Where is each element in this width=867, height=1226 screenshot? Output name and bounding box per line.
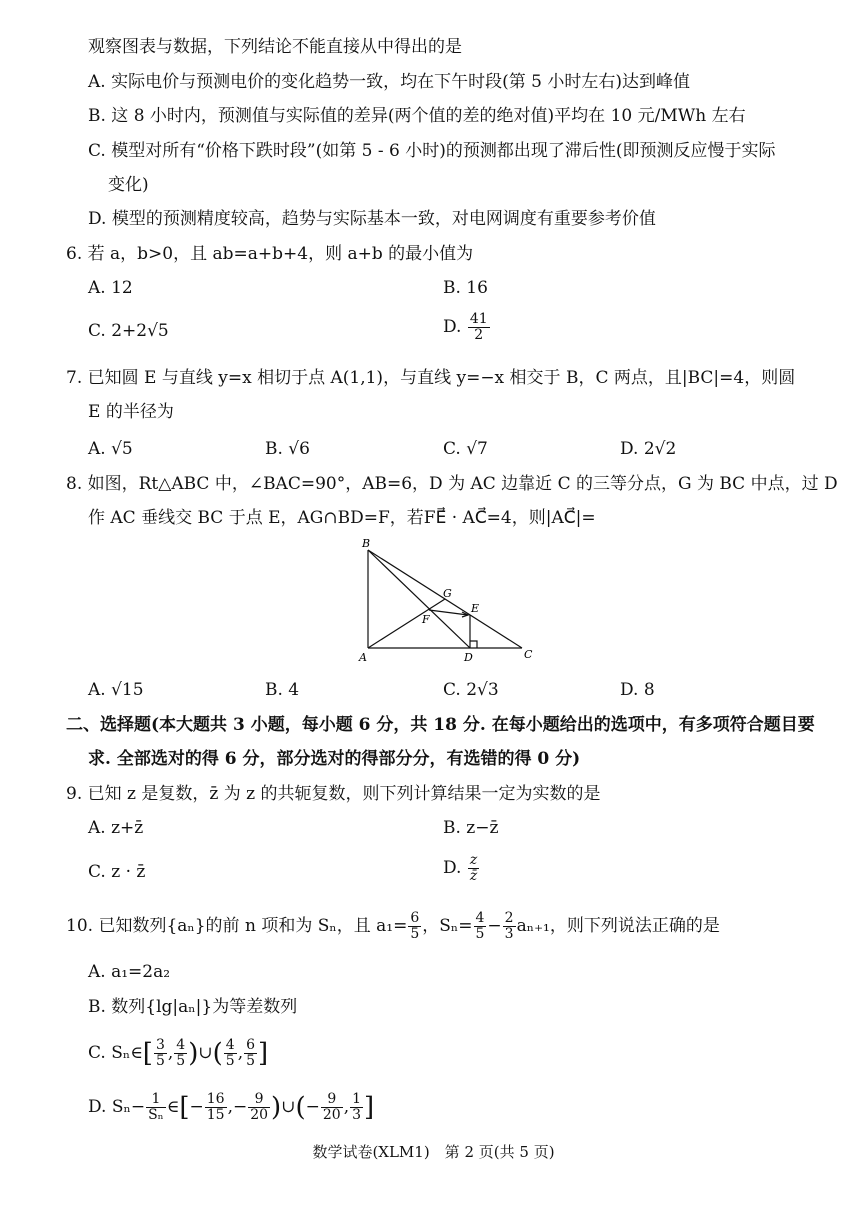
q10-option-c: C. Sₙ∈[ $\frac{3}{5}$ , $\frac{4}{5}$ )∪( $\frac{4}{5}$ , $\frac{6}{5}$ ] bbox=[88, 1037, 269, 1069]
q10-stem: 10. 已知数列{aₙ}的前 n 项和为 Sₙ，且 a₁= $\frac{6}{5}$ ，Sₙ= $\frac{4}{5}$ − $\frac{2}{3}$ aₙ₊₁，则下列说法正确的是 bbox=[66, 910, 720, 942]
q7-stem-cont: E 的半径为 bbox=[88, 402, 174, 422]
q5-option-c: C. 模型对所有“价格下跌时段”(如第 5 - 6 小时)的预测都出现了滞后性(即预测反应慢于实际 bbox=[88, 141, 776, 161]
q5-option-b: B. 这 8 小时内，预测值与实际值的差异(两个值的差的绝对值)平均在 10 元/MWh 左右 bbox=[88, 106, 746, 126]
section2-heading-cont: 求. 全部选对的得 6 分，部分选对的得部分分，有选错的得 0 分) bbox=[88, 749, 581, 769]
label-e: E bbox=[471, 602, 480, 615]
q9-d-fraction: $\frac{z}{z̄}$ bbox=[469, 852, 478, 884]
label-g: G bbox=[443, 587, 452, 600]
q7-stem: 7. 已知圆 E 与直线 y=x 相切于点 A(1,1)，与直线 y=−x 相交于 B，C 两点，且|BC|=4，则圆 bbox=[66, 368, 796, 388]
segment-ag bbox=[368, 599, 445, 648]
label-c: C bbox=[524, 648, 533, 661]
q10-stem-frac-c: $\frac{2}{3}$ bbox=[504, 910, 514, 942]
q9-option-c: C. z · z̄ bbox=[88, 862, 146, 882]
q8-option-c: C. 2√3 bbox=[443, 680, 499, 700]
q7-option-c: C. √7 bbox=[443, 439, 488, 459]
q10-stem-frac-a1: $\frac{6}{5}$ bbox=[410, 910, 420, 942]
segment-bd bbox=[368, 550, 470, 648]
q9-option-a: A. z+z̄ bbox=[88, 818, 144, 838]
q6-option-d: D. $\frac{41}{2}$ bbox=[443, 311, 488, 343]
q5-option-a: A. 实际电价与预测电价的变化趋势一致，均在下午时段(第 5 小时左右)达到峰值 bbox=[88, 72, 690, 92]
q9-option-b: B. z−z̄ bbox=[443, 818, 499, 838]
q6-option-c: C. 2+2√5 bbox=[88, 321, 169, 341]
q8-option-a: A. √15 bbox=[88, 680, 144, 700]
q10-option-d: D. Sₙ− $\frac{1}{\text{Sₙ}}$ ∈[− $\frac{16}{15}$ ,− $\frac{9}{20}$ )∪(− $\frac{9}{20}$ , $\frac{1}{3}$ ] bbox=[88, 1091, 375, 1123]
label-b: B bbox=[362, 537, 371, 550]
q10-option-b: B. 数列{lg|aₙ|}为等差数列 bbox=[88, 997, 298, 1017]
q7-option-a: A. √5 bbox=[88, 439, 133, 459]
q7-option-b: B. √6 bbox=[265, 439, 310, 459]
q6-d-fraction: $\frac{41}{2}$ bbox=[469, 311, 488, 343]
label-d: D bbox=[464, 651, 473, 664]
page-footer: 数学试卷(XLM1) 第 2 页(共 5 页) bbox=[312, 1143, 555, 1161]
q8-triangle-figure bbox=[350, 535, 545, 665]
right-angle-mark bbox=[470, 641, 477, 648]
q8-option-b: B. 4 bbox=[265, 680, 300, 700]
q5-option-d: D. 模型的预测精度较高，趋势与实际基本一致，对电网调度有重要参考价值 bbox=[88, 209, 656, 229]
q6-option-b: B. 16 bbox=[443, 278, 488, 298]
q5-stem: 观察图表与数据，下列结论不能直接从中得出的是 bbox=[88, 37, 462, 57]
q8-stem-cont: 作 AC 垂线交 BC 于点 E，AG∩BD=F，若FE⃗ · AC⃗=4，则|AC⃗|= bbox=[88, 508, 596, 528]
q7-option-d: D. 2√2 bbox=[620, 439, 677, 459]
q9-stem: 9. 已知 z 是复数，z̄ 为 z 的共轭复数，则下列计算结果一定为实数的是 bbox=[66, 784, 601, 804]
q6-option-a: A. 12 bbox=[88, 278, 133, 298]
q10-stem-frac-b: $\frac{4}{5}$ bbox=[475, 910, 485, 942]
section2-heading: 二、选择题(本大题共 3 小题，每小题 6 分，共 18 分. 在每小题给出的选项中，有多项符合题目要 bbox=[66, 715, 815, 735]
label-f: F bbox=[422, 613, 430, 626]
q6-stem: 6. 若 a，b>0，且 ab=a+b+4，则 a+b 的最小值为 bbox=[66, 244, 474, 264]
q8-stem: 8. 如图，Rt△ABC 中，∠BAC=90°，AB=6，D 为 AC 边靠近 C 的三等分点，G 为 BC 中点，过 D bbox=[66, 474, 838, 494]
q9-option-d: D. $\frac{z}{z̄}$ bbox=[443, 852, 478, 884]
q8-option-d: D. 8 bbox=[620, 680, 655, 700]
label-a: A bbox=[359, 651, 367, 664]
q10-option-a: A. a₁=2a₂ bbox=[88, 962, 171, 982]
q5-option-c-cont: 变化) bbox=[108, 175, 149, 195]
